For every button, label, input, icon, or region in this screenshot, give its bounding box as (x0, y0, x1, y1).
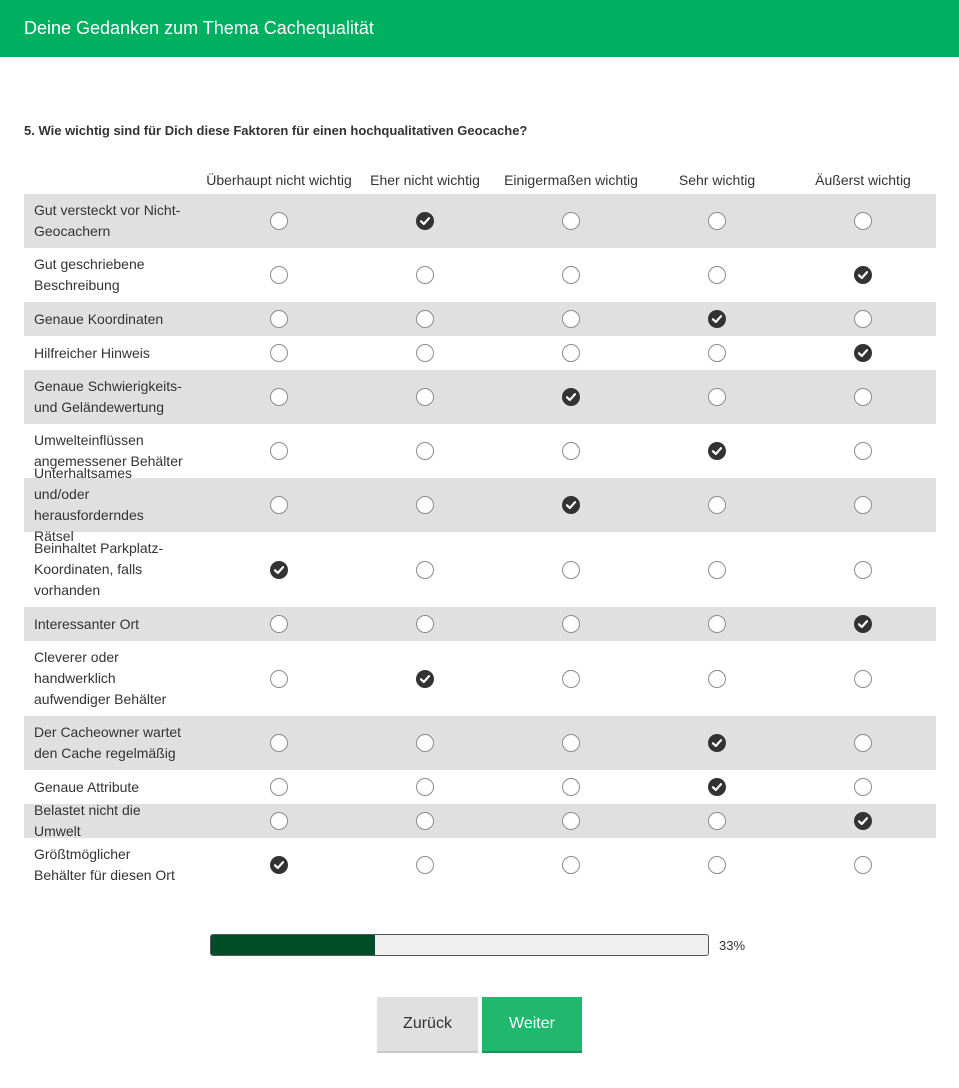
next-button[interactable]: Weiter (482, 997, 582, 1053)
rating-cell (498, 310, 644, 328)
radio-empty-icon[interactable] (854, 310, 872, 328)
header-spacer (24, 148, 206, 194)
radio-empty-icon[interactable] (270, 496, 288, 514)
check-circle-icon[interactable] (562, 496, 580, 514)
radio-empty-icon[interactable] (854, 496, 872, 514)
radio-empty-icon[interactable] (708, 670, 726, 688)
check-circle-icon[interactable] (416, 212, 434, 230)
rating-cell (352, 734, 498, 752)
radio-empty-icon[interactable] (708, 344, 726, 362)
radio-empty-icon[interactable] (270, 670, 288, 688)
radio-empty-icon[interactable] (708, 856, 726, 874)
radio-empty-icon[interactable] (854, 734, 872, 752)
radio-empty-icon[interactable] (416, 856, 434, 874)
rating-cell (790, 778, 936, 796)
rating-cell (206, 496, 352, 514)
rating-cell (790, 212, 936, 230)
rating-cell (790, 344, 936, 362)
row-label: Größtmöglicher Behälter für diesen Ort (34, 846, 175, 883)
rating-cell (498, 344, 644, 362)
row-label: Der Cacheowner wartet den Cache regelmäßig (34, 724, 182, 761)
matrix-row (24, 804, 936, 838)
check-circle-icon[interactable] (854, 266, 872, 284)
rating-cell (498, 856, 644, 874)
rating-cell (206, 344, 352, 362)
radio-empty-icon[interactable] (562, 734, 580, 752)
rating-cell (352, 812, 498, 830)
row-label: Umwelteinflüssen angemessener Behälter (34, 432, 183, 469)
matrix-row (24, 370, 936, 424)
rating-cell (790, 388, 936, 406)
rating-cell (352, 670, 498, 688)
matrix-rows (24, 194, 936, 892)
row-label: Genaue Attribute (34, 778, 140, 795)
matrix-row (24, 336, 936, 370)
check-circle-icon[interactable] (270, 856, 288, 874)
rating-cell (644, 266, 790, 284)
rating-cell (498, 670, 644, 688)
column-header: Einigermaßen wichtig (504, 172, 638, 188)
check-circle-icon[interactable] (416, 670, 434, 688)
rating-cell (206, 778, 352, 796)
radio-empty-icon[interactable] (708, 388, 726, 406)
rating-cell (790, 442, 936, 460)
rating-cell (790, 670, 936, 688)
progress-bar (210, 934, 709, 956)
back-button[interactable]: Zurück (377, 997, 478, 1053)
row-label: Unterhaltsames und/oder herausforderndes Rätsel (34, 465, 144, 544)
rating-cell (206, 310, 352, 328)
rating-cell (206, 615, 352, 633)
radio-empty-icon[interactable] (270, 310, 288, 328)
matrix-row (24, 641, 936, 716)
rating-cell (206, 266, 352, 284)
radio-empty-icon[interactable] (416, 561, 434, 579)
rating-cell (352, 496, 498, 514)
check-circle-icon[interactable] (708, 442, 726, 460)
rating-cell (206, 734, 352, 752)
rating-cell (352, 310, 498, 328)
rating-cell (498, 561, 644, 579)
radio-empty-icon[interactable] (416, 310, 434, 328)
column-header: Eher nicht wichtig (370, 172, 480, 188)
radio-empty-icon[interactable] (416, 496, 434, 514)
radio-empty-icon[interactable] (854, 856, 872, 874)
radio-empty-icon[interactable] (562, 266, 580, 284)
rating-cell (644, 388, 790, 406)
rating-cell (790, 856, 936, 874)
row-label: Hilfreicher Hinweis (34, 344, 150, 361)
rating-cell (352, 615, 498, 633)
rating-cell (206, 670, 352, 688)
rating-cell (352, 388, 498, 406)
check-circle-icon[interactable] (708, 310, 726, 328)
rating-cell (206, 442, 352, 460)
rating-cell (790, 812, 936, 830)
rating-cell (498, 266, 644, 284)
rating-cell (644, 812, 790, 830)
check-circle-icon[interactable] (270, 561, 288, 579)
radio-empty-icon[interactable] (562, 344, 580, 362)
matrix-row (24, 532, 936, 607)
radio-empty-icon[interactable] (854, 670, 872, 688)
row-label: Beinhaltet Parkplatz-Koordinaten, falls vorhanden (34, 540, 164, 598)
check-circle-icon[interactable] (854, 615, 872, 633)
rating-cell (644, 442, 790, 460)
radio-empty-icon[interactable] (562, 778, 580, 796)
radio-empty-icon[interactable] (270, 812, 288, 830)
radio-empty-icon[interactable] (270, 266, 288, 284)
radio-empty-icon[interactable] (562, 812, 580, 830)
rating-cell (498, 496, 644, 514)
rating-cell (644, 778, 790, 796)
radio-empty-icon[interactable] (562, 442, 580, 460)
radio-empty-icon[interactable] (854, 388, 872, 406)
rating-cell (498, 778, 644, 796)
rating-cell (790, 310, 936, 328)
radio-empty-icon[interactable] (562, 310, 580, 328)
matrix-row (24, 194, 936, 248)
radio-empty-icon[interactable] (270, 388, 288, 406)
check-circle-icon[interactable] (854, 812, 872, 830)
column-header: Äußerst wichtig (815, 172, 911, 188)
row-label: Genaue Schwierigkeits- und Geländewertung (34, 378, 182, 415)
rating-cell (644, 670, 790, 688)
radio-empty-icon[interactable] (708, 212, 726, 230)
radio-empty-icon[interactable] (270, 734, 288, 752)
rating-cell (352, 344, 498, 362)
row-label: Gut versteckt vor Nicht-Geocachern (34, 202, 181, 239)
radio-empty-icon[interactable] (854, 778, 872, 796)
radio-empty-icon[interactable] (270, 344, 288, 362)
radio-empty-icon[interactable] (270, 212, 288, 230)
radio-empty-icon[interactable] (562, 856, 580, 874)
radio-empty-icon[interactable] (562, 212, 580, 230)
progress-fill (211, 935, 375, 955)
rating-cell (352, 778, 498, 796)
row-label: Genaue Koordinaten (34, 310, 164, 327)
radio-empty-icon[interactable] (854, 561, 872, 579)
rating-cell (790, 266, 936, 284)
rating-cell (498, 812, 644, 830)
rating-cell (352, 212, 498, 230)
rating-cell (644, 561, 790, 579)
row-label: Cleverer oder handwerklich aufwendiger Behälter (34, 649, 167, 707)
rating-cell (644, 615, 790, 633)
rating-cell (644, 496, 790, 514)
page-header (0, 0, 959, 57)
rating-cell (644, 734, 790, 752)
radio-empty-icon[interactable] (416, 812, 434, 830)
radio-empty-icon[interactable] (416, 442, 434, 460)
radio-empty-icon[interactable] (708, 496, 726, 514)
rating-cell (206, 561, 352, 579)
radio-empty-icon[interactable] (270, 778, 288, 796)
radio-empty-icon[interactable] (562, 561, 580, 579)
rating-cell (498, 388, 644, 406)
rating-cell (352, 856, 498, 874)
rating-cell (644, 310, 790, 328)
radio-empty-icon[interactable] (854, 212, 872, 230)
column-header: Sehr wichtig (678, 172, 756, 188)
rating-cell (352, 442, 498, 460)
radio-empty-icon[interactable] (416, 615, 434, 633)
check-circle-icon[interactable] (708, 734, 726, 752)
rating-cell (352, 561, 498, 579)
rating-cell (790, 734, 936, 752)
check-circle-icon[interactable] (562, 388, 580, 406)
row-label: Interessanter Ort (34, 615, 140, 632)
radio-empty-icon[interactable] (708, 812, 726, 830)
rating-cell (206, 856, 352, 874)
rating-cell (206, 812, 352, 830)
rating-cell (790, 561, 936, 579)
radio-empty-icon[interactable] (416, 266, 434, 284)
check-circle-icon[interactable] (708, 778, 726, 796)
radio-empty-icon[interactable] (708, 561, 726, 579)
row-label: Belastet nicht die Umwelt (34, 802, 141, 839)
rating-cell (206, 388, 352, 406)
radio-empty-icon[interactable] (270, 615, 288, 633)
matrix-row (24, 465, 936, 544)
question-text: 5. Wie wichtig sind für Dich diese Faktoren für einen hochqualitativen Geocache? (24, 123, 528, 138)
matrix-row (24, 607, 936, 641)
radio-empty-icon[interactable] (854, 442, 872, 460)
radio-empty-icon[interactable] (416, 388, 434, 406)
radio-empty-icon[interactable] (562, 670, 580, 688)
progress-label: 33% (719, 937, 746, 953)
radio-empty-icon[interactable] (416, 778, 434, 796)
row-label: Gut geschriebene Beschreibung (34, 256, 145, 293)
rating-cell (790, 615, 936, 633)
radio-empty-icon[interactable] (708, 615, 726, 633)
rating-cell (498, 212, 644, 230)
radio-empty-icon[interactable] (270, 442, 288, 460)
matrix-row (24, 248, 936, 302)
rating-cell (352, 266, 498, 284)
rating-cell (644, 212, 790, 230)
rating-cell (498, 734, 644, 752)
rating-cell (498, 442, 644, 460)
radio-empty-icon[interactable] (416, 734, 434, 752)
matrix-row (24, 302, 936, 336)
progress-section (210, 934, 745, 956)
radio-empty-icon[interactable] (416, 344, 434, 362)
check-circle-icon[interactable] (854, 344, 872, 362)
rating-cell (644, 856, 790, 874)
column-header: Überhaupt nicht wichtig (206, 172, 352, 188)
radio-empty-icon[interactable] (708, 266, 726, 284)
rating-cell (206, 212, 352, 230)
column-headers (24, 148, 936, 194)
rating-cell (644, 344, 790, 362)
rating-matrix (24, 148, 936, 892)
header-title: Deine Gedanken zum Thema Cachequalität (24, 18, 374, 38)
rating-cell (498, 615, 644, 633)
matrix-row (24, 716, 936, 770)
matrix-row (24, 838, 936, 892)
rating-cell (790, 496, 936, 514)
radio-empty-icon[interactable] (562, 615, 580, 633)
